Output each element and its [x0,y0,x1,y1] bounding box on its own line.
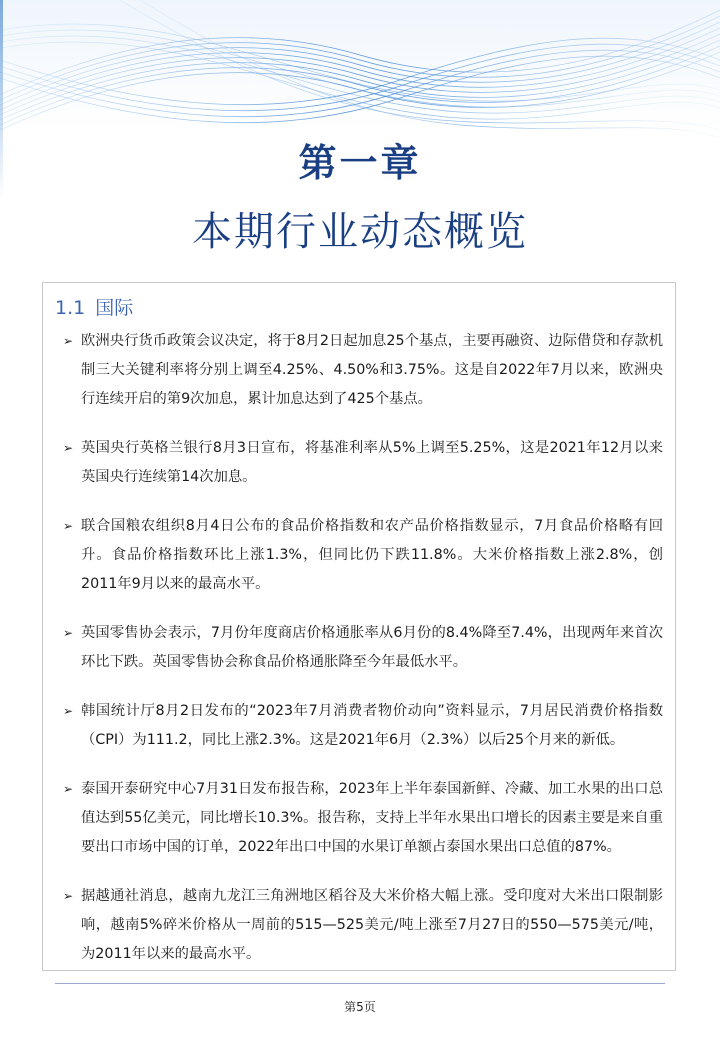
content-box [42,282,676,971]
list-item-text: 韩国统计厅8月2日发布的“2023年7月消费者物价动向”资料显示，7月居民消费价格指数（CPI）为111.2，同比上涨2.3%。这是2021年6月（2.3%）以后25个月来的新低。 [81,703,663,748]
list-item-text: 泰国开泰研究中心7月31日发布报告称，2023年上半年泰国新鲜、冷藏、加工水果的出口总值达到55亿美元，同比增长10.3%。报告称，支持上半年水果出口增长的因素主要是来自重要出口市场中国的订单，2022年出口中国的水果订单额占泰国水果出口总值的87%。 [81,781,663,855]
section-number: 1.1 [55,297,86,319]
arrow-bullet-icon: ➢ [63,889,74,903]
page-number: 第5页 [344,1000,376,1014]
list-item [63,619,663,677]
list-item-text: 据越通社消息，越南九龙江三角洲地区稻谷及大米价格大幅上涨。受印度对大米出口限制影响，越南5%碎米价格从一周前的515—525美元/吨上涨至7月27日的550—575美元/吨，为2011年以来的最高水平。 [81,888,663,962]
chapter-number: 第一章 [298,141,422,185]
arrow-bullet-icon: ➢ [63,441,74,455]
arrow-bullet-icon: ➢ [63,334,74,348]
section-heading [55,293,133,320]
news-list [63,327,663,989]
list-item [63,697,663,755]
list-item-text: 英国零售协会表示，7月份年度商店价格通胀率从6月份的8.4%降至7.4%，出现两年来首次环比下跌。英国零售协会称食品价格通胀降至今年最低水平。 [81,625,663,670]
list-item-text: 联合国粮农组织8月4日公布的食品价格指数和农产品价格指数显示，7月食品价格略有回升。食品价格指数环比上涨1.3%，但同比仍下跌11.8%。大米价格指数上涨2.8%，创2011年9月以来的最高水平。 [81,518,663,592]
list-item-text: 英国央行英格兰银行8月3日宣布，将基准利率从5%上调至5.25%，这是2021年12月以来英国央行连续第14次加息。 [81,440,663,485]
list-item [63,434,663,492]
list-item [63,327,663,414]
arrow-bullet-icon: ➢ [63,704,74,718]
list-item [63,512,663,599]
section-title: 国际 [95,297,134,319]
list-item [63,882,663,969]
arrow-bullet-icon: ➢ [63,626,74,640]
list-item-text: 欧洲央行货币政策会议决定，将于8月2日起加息25个基点，主要再融资、边际借贷和存款机制三大关键利率将分别上调至4.25%、4.50%和3.75%。这是自2022年7月以来，欧洲央行连续开启的第9次加息，累计加息达到了425个基点。 [81,333,663,407]
arrow-bullet-icon: ➢ [63,519,74,533]
footer-divider [55,983,665,984]
chapter-title: 本期行业动态概览 [192,209,528,255]
list-item [63,775,663,862]
arrow-bullet-icon: ➢ [63,782,74,796]
